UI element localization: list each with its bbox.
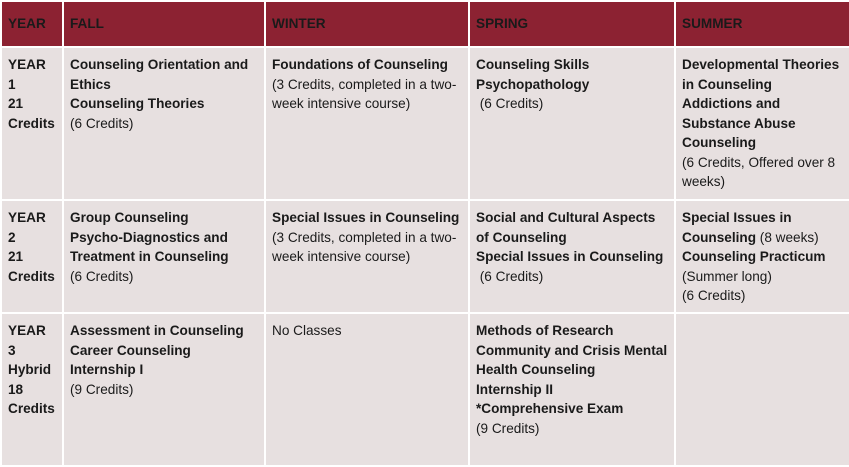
winter-cell xyxy=(265,200,469,313)
year-credits-number: 21 xyxy=(8,96,24,111)
credits-text: (6 Credits) xyxy=(476,96,544,111)
course-name: Psycho-Diagnostics and Treatment in Counseling xyxy=(70,229,229,264)
credits-text: (3 Credits, completed in a two-week intensive course) xyxy=(272,76,457,111)
table-row-year-1 xyxy=(1,47,849,200)
course-name: Health Counseling xyxy=(476,362,596,377)
credits-text: (6 Credits, Offered over 8 weeks) xyxy=(682,154,836,189)
table-row-year-2 xyxy=(1,200,849,313)
year-label: YEAR 2 xyxy=(8,210,46,245)
header-summer: SUMMER xyxy=(675,1,849,47)
course-name: Special Issues in Counseling xyxy=(272,210,460,225)
year-credits-label: Credits xyxy=(8,115,55,131)
credits-text: (6 Credits) xyxy=(476,268,544,284)
spring-cell xyxy=(469,313,675,466)
spring-cell xyxy=(469,47,675,200)
spring-cell xyxy=(469,200,675,313)
year-format-label: Hybrid xyxy=(8,362,52,377)
course-duration-note: (Summer long) xyxy=(682,268,772,284)
course-name: Counseling Orientation and Ethics xyxy=(70,57,249,92)
course-entry xyxy=(682,208,843,247)
year-cell xyxy=(1,47,63,200)
comprehensive-exam-text: *Comprehensive Exam xyxy=(476,401,624,416)
course-name: Social and Cultural Aspects of Counseling xyxy=(476,210,656,245)
course-name: Special Issues in Counseling xyxy=(476,249,664,264)
course-name: Foundations of Counseling xyxy=(272,57,448,72)
course-name: Psychopathology xyxy=(476,76,590,92)
header-year: YEAR xyxy=(1,1,63,47)
year-credits-number: 18 xyxy=(8,381,24,397)
course-name: Methods of Research xyxy=(476,323,614,338)
year-label: YEAR 3 xyxy=(8,323,46,358)
course-name: Internship II xyxy=(476,381,554,397)
summer-cell xyxy=(675,200,849,313)
course-name: Community and Crisis Mental xyxy=(476,342,668,358)
credits-text: (6 Credits) xyxy=(70,115,134,131)
year-credits-number: 21 xyxy=(8,249,24,264)
winter-cell xyxy=(265,47,469,200)
course-duration-note: (8 weeks) xyxy=(756,229,819,245)
year-credits-label: Credits xyxy=(8,401,55,416)
header-row xyxy=(1,1,849,47)
fall-cell xyxy=(63,313,265,466)
year-cell xyxy=(1,313,63,466)
course-name: Addictions and Substance Abuse Counseling xyxy=(682,96,796,150)
header-winter: WINTER xyxy=(265,1,469,47)
header-fall: FALL xyxy=(63,1,265,47)
winter-cell xyxy=(265,313,469,466)
course-name: Group Counseling xyxy=(70,210,189,225)
course-name: Career Counseling xyxy=(70,342,191,358)
year-credits-label: Credits xyxy=(8,268,55,284)
course-name: Counseling Practicum xyxy=(682,249,826,264)
year-cell xyxy=(1,200,63,313)
credits-text: (6 Credits) xyxy=(682,288,746,303)
course-name: Counseling Theories xyxy=(70,96,205,111)
course-name: Assessment in Counseling xyxy=(70,323,244,338)
summer-cell-empty xyxy=(675,313,849,466)
course-name: Special Issues in Counseling xyxy=(682,210,792,245)
year-label: YEAR 1 xyxy=(8,57,46,92)
course-name: Counseling Skills xyxy=(476,57,590,72)
fall-cell xyxy=(63,200,265,313)
credits-text: (3 Credits, completed in a two-week intensive course) xyxy=(272,229,457,264)
table-row-year-3 xyxy=(1,313,849,466)
course-name: Developmental Theories in Counseling xyxy=(682,57,840,92)
course-name: Internship I xyxy=(70,362,144,377)
summer-cell xyxy=(675,47,849,200)
credits-text: (6 Credits) xyxy=(70,268,134,284)
credits-text: (9 Credits) xyxy=(476,420,540,436)
credits-text: (9 Credits) xyxy=(70,381,134,397)
header-spring: SPRING xyxy=(469,1,675,47)
fall-cell xyxy=(63,47,265,200)
no-classes-text: No Classes xyxy=(272,323,342,338)
